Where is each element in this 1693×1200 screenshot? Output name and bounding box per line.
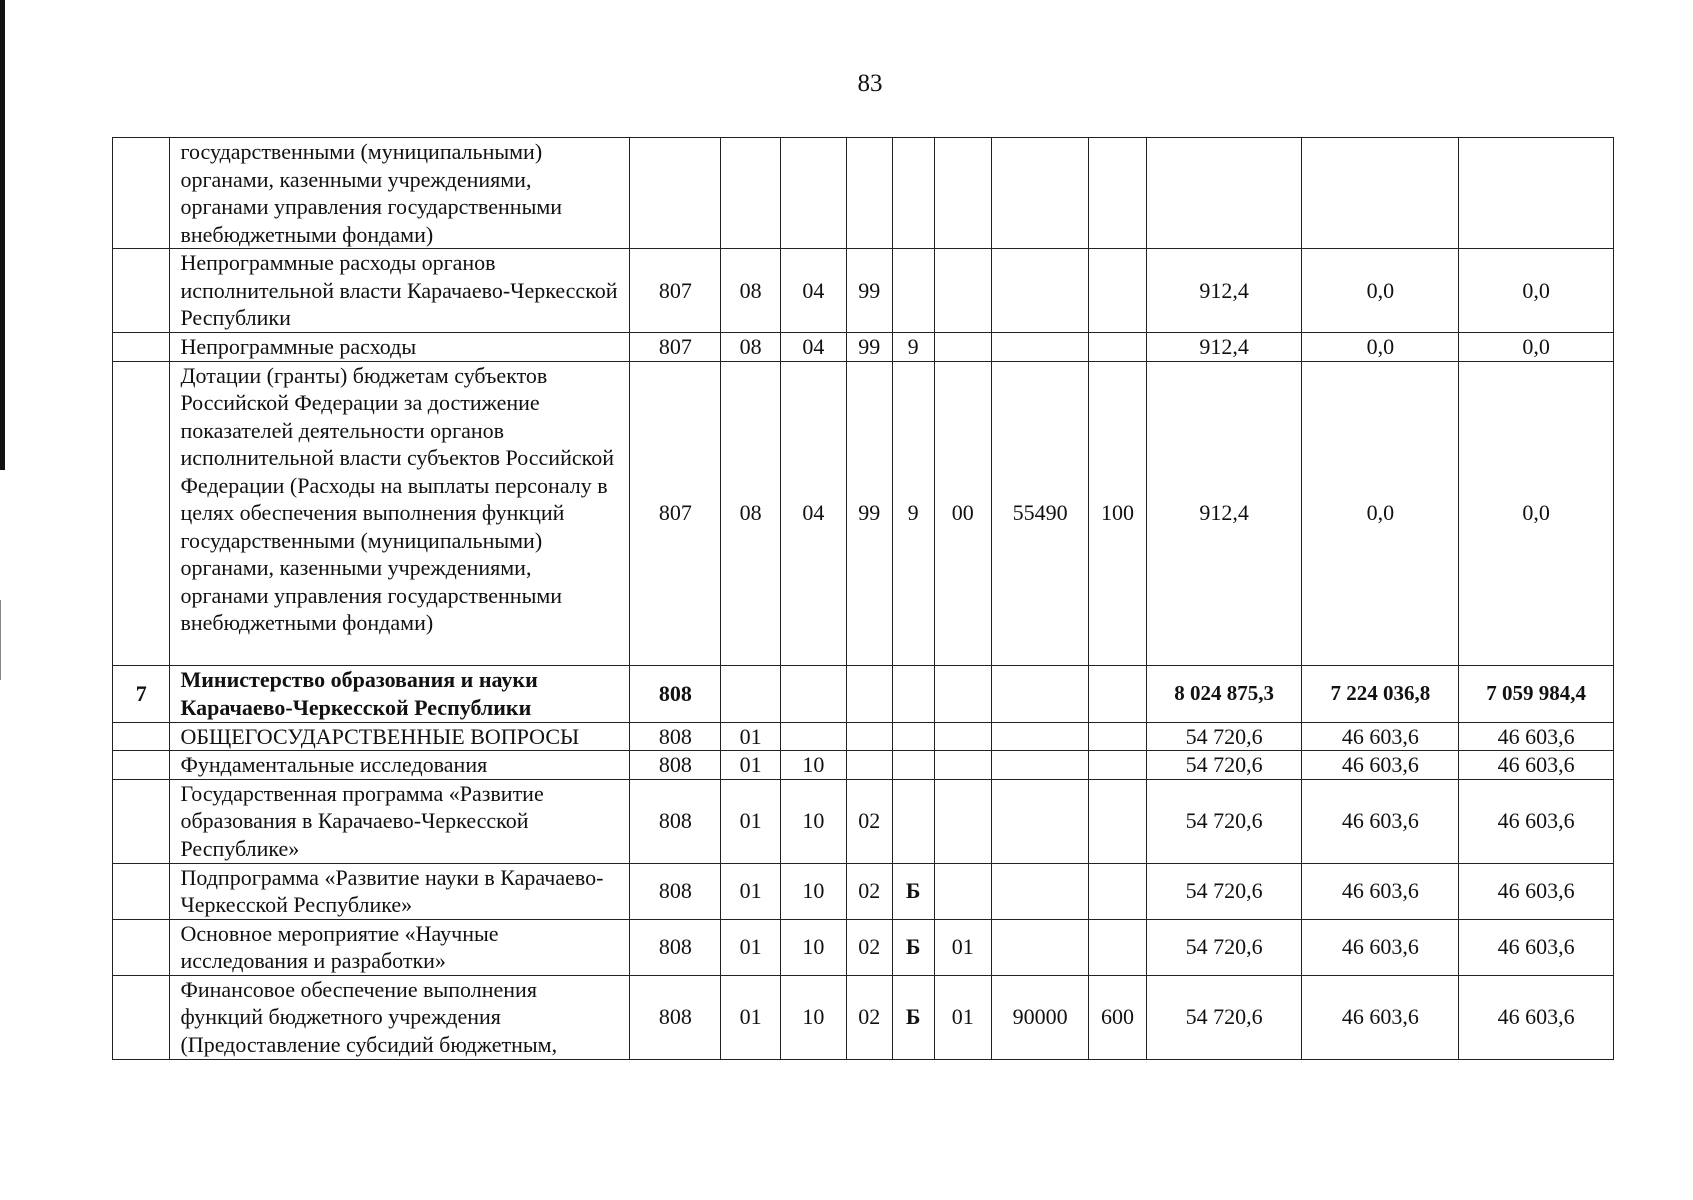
- code-program: 02: [846, 975, 892, 1059]
- table-row: [113, 863, 1614, 919]
- amount-year-1: 54 720,6: [1146, 863, 1302, 919]
- code-subsection: 04: [780, 361, 846, 665]
- code-event: [934, 138, 991, 249]
- code-expense-type: [1089, 779, 1146, 863]
- code-direction: [992, 863, 1089, 919]
- amount-year-3: [1459, 138, 1614, 249]
- row-name: Государственная программа «Развитие образования в Карачаево-Черкесской Республике»: [170, 779, 630, 863]
- code-ministry: 807: [630, 361, 721, 665]
- row-name: Подпрограмма «Развитие науки в Карачаево-Черкесской Республике»: [170, 863, 630, 919]
- code-subprogram: Б: [892, 975, 934, 1059]
- row-name: государственными (муниципальными) органами, казенными учреждениями, органами управления государственными внебюджетными фондами): [170, 138, 630, 249]
- code-program: 99: [846, 361, 892, 665]
- code-section: 01: [721, 779, 781, 863]
- amount-year-1: [1146, 138, 1302, 249]
- amount-year-1: 54 720,6: [1146, 751, 1302, 780]
- code-event: [934, 779, 991, 863]
- code-direction: [992, 779, 1089, 863]
- code-event: [934, 249, 991, 333]
- code-program: [846, 665, 892, 722]
- table-row: [113, 361, 1614, 665]
- code-ministry: 808: [630, 722, 721, 751]
- amount-year-2: 46 603,6: [1302, 975, 1459, 1059]
- table-row: [113, 665, 1614, 722]
- table-row: [113, 751, 1614, 780]
- amount-year-1: 8 024 875,3: [1146, 665, 1302, 722]
- code-expense-type: [1089, 919, 1146, 975]
- code-section: [721, 138, 781, 249]
- code-subprogram: [892, 665, 934, 722]
- code-subprogram: [892, 249, 934, 333]
- amount-year-3: 46 603,6: [1459, 751, 1614, 780]
- code-ministry: 807: [630, 333, 721, 362]
- amount-year-3: 7 059 984,4: [1459, 665, 1614, 722]
- code-ministry: 808: [630, 975, 721, 1059]
- amount-year-2: 0,0: [1302, 249, 1459, 333]
- code-subprogram: [892, 751, 934, 780]
- amount-year-3: 46 603,6: [1459, 975, 1614, 1059]
- code-direction: [992, 919, 1089, 975]
- code-ministry: 807: [630, 249, 721, 333]
- amount-year-1: 912,4: [1146, 361, 1302, 665]
- code-section: 01: [721, 919, 781, 975]
- code-event: [934, 665, 991, 722]
- amount-year-1: 54 720,6: [1146, 779, 1302, 863]
- code-expense-type: [1089, 722, 1146, 751]
- code-section: 01: [721, 751, 781, 780]
- row-number: [113, 863, 170, 919]
- code-subprogram: 9: [892, 333, 934, 362]
- code-program: [846, 722, 892, 751]
- code-event: [934, 863, 991, 919]
- table-row: [113, 975, 1614, 1059]
- code-ministry: [630, 138, 721, 249]
- code-ministry: 808: [630, 919, 721, 975]
- code-subprogram: [892, 722, 934, 751]
- amount-year-2: 46 603,6: [1302, 919, 1459, 975]
- row-number: [113, 361, 170, 665]
- row-name: Финансовое обеспечение выполнения функций бюджетного учреждения (Предоставление субсидий бюджетным,: [170, 975, 630, 1059]
- code-direction: 55490: [992, 361, 1089, 665]
- code-program: [846, 138, 892, 249]
- code-section: 01: [721, 863, 781, 919]
- row-name: Непрограммные расходы: [170, 333, 630, 362]
- budget-table: [112, 137, 1614, 1060]
- amount-year-3: 0,0: [1459, 249, 1614, 333]
- amount-year-2: 0,0: [1302, 361, 1459, 665]
- amount-year-3: 0,0: [1459, 361, 1614, 665]
- row-name: Дотации (гранты) бюджетам субъектов Российской Федерации за достижение показателей деятельности органов исполнительной власти субъектов Российской Федерации (Расходы на выплаты персоналу в целях обеспечения выполнения функций государственными (муниципальными) органами, казенными учреждениями, органами управления государственными внебюджетными фондами): [170, 361, 630, 665]
- amount-year-2: 46 603,6: [1302, 863, 1459, 919]
- code-subsection: [780, 665, 846, 722]
- code-subsection: [780, 138, 846, 249]
- code-direction: [992, 333, 1089, 362]
- code-expense-type: [1089, 138, 1146, 249]
- row-name: Основное мероприятие «Научные исследования и разработки»: [170, 919, 630, 975]
- row-number: [113, 722, 170, 751]
- code-section: 01: [721, 975, 781, 1059]
- amount-year-3: 46 603,6: [1459, 919, 1614, 975]
- amount-year-2: 46 603,6: [1302, 751, 1459, 780]
- code-ministry: 808: [630, 863, 721, 919]
- table-row: [113, 249, 1614, 333]
- code-expense-type: 100: [1089, 361, 1146, 665]
- code-expense-type: [1089, 333, 1146, 362]
- amount-year-2: 46 603,6: [1302, 722, 1459, 751]
- code-subsection: 04: [780, 249, 846, 333]
- amount-year-3: 46 603,6: [1459, 722, 1614, 751]
- code-direction: [992, 722, 1089, 751]
- row-number: [113, 975, 170, 1059]
- row-number: [113, 138, 170, 249]
- row-name: ОБЩЕГОСУДАРСТВЕННЫЕ ВОПРОСЫ: [170, 722, 630, 751]
- code-subprogram: Б: [892, 863, 934, 919]
- code-subprogram: 9: [892, 361, 934, 665]
- code-section: [721, 665, 781, 722]
- code-direction: [992, 751, 1089, 780]
- row-number: [113, 751, 170, 780]
- code-section: 08: [721, 249, 781, 333]
- amount-year-2: 0,0: [1302, 333, 1459, 362]
- code-subsection: 10: [780, 751, 846, 780]
- code-expense-type: [1089, 751, 1146, 780]
- page-number: 83: [857, 70, 883, 97]
- code-ministry: 808: [630, 751, 721, 780]
- table-row: [113, 919, 1614, 975]
- code-event: [934, 722, 991, 751]
- code-subprogram: Б: [892, 919, 934, 975]
- amount-year-2: [1302, 138, 1459, 249]
- code-program: 02: [846, 919, 892, 975]
- amount-year-3: 46 603,6: [1459, 863, 1614, 919]
- code-event: 01: [934, 975, 991, 1059]
- code-subprogram: [892, 779, 934, 863]
- code-ministry: 808: [630, 779, 721, 863]
- row-number: [113, 919, 170, 975]
- code-expense-type: [1089, 665, 1146, 722]
- row-number: [113, 779, 170, 863]
- code-direction: 90000: [992, 975, 1089, 1059]
- amount-year-2: 46 603,6: [1302, 779, 1459, 863]
- amount-year-1: 54 720,6: [1146, 975, 1302, 1059]
- code-subprogram: [892, 138, 934, 249]
- table-row: [113, 333, 1614, 362]
- amount-year-1: 54 720,6: [1146, 919, 1302, 975]
- code-event: 01: [934, 919, 991, 975]
- code-program: 99: [846, 333, 892, 362]
- code-ministry: 808: [630, 665, 721, 722]
- code-direction: [992, 665, 1089, 722]
- code-section: 08: [721, 333, 781, 362]
- row-name: Непрограммные расходы органов исполнительной власти Карачаево-Черкесской Республики: [170, 249, 630, 333]
- amount-year-1: 912,4: [1146, 249, 1302, 333]
- amount-year-1: 912,4: [1146, 333, 1302, 362]
- row-name: Фундаментальные исследования: [170, 751, 630, 780]
- table-row: [113, 138, 1614, 249]
- amount-year-3: 46 603,6: [1459, 779, 1614, 863]
- code-event: 00: [934, 361, 991, 665]
- code-subsection: 10: [780, 919, 846, 975]
- code-direction: [992, 249, 1089, 333]
- table-row: [113, 779, 1614, 863]
- code-program: [846, 751, 892, 780]
- code-subsection: [780, 722, 846, 751]
- code-program: 02: [846, 779, 892, 863]
- row-name: Министерство образования и науки Карачаево-Черкесской Республики: [170, 665, 630, 722]
- code-expense-type: [1089, 249, 1146, 333]
- code-section: 01: [721, 722, 781, 751]
- row-number: [113, 249, 170, 333]
- code-expense-type: [1089, 863, 1146, 919]
- code-direction: [992, 138, 1089, 249]
- code-program: 02: [846, 863, 892, 919]
- code-subsection: 10: [780, 863, 846, 919]
- code-subsection: 04: [780, 333, 846, 362]
- code-expense-type: 600: [1089, 975, 1146, 1059]
- amount-year-2: 7 224 036,8: [1302, 665, 1459, 722]
- code-subsection: 10: [780, 975, 846, 1059]
- code-subsection: 10: [780, 779, 846, 863]
- amount-year-1: 54 720,6: [1146, 722, 1302, 751]
- code-event: [934, 333, 991, 362]
- code-event: [934, 751, 991, 780]
- amount-year-3: 0,0: [1459, 333, 1614, 362]
- code-section: 08: [721, 361, 781, 665]
- row-number: 7: [113, 665, 170, 722]
- row-number: [113, 333, 170, 362]
- scan-edge-mark: [0, 600, 1, 680]
- code-program: 99: [846, 249, 892, 333]
- table-row: [113, 722, 1614, 751]
